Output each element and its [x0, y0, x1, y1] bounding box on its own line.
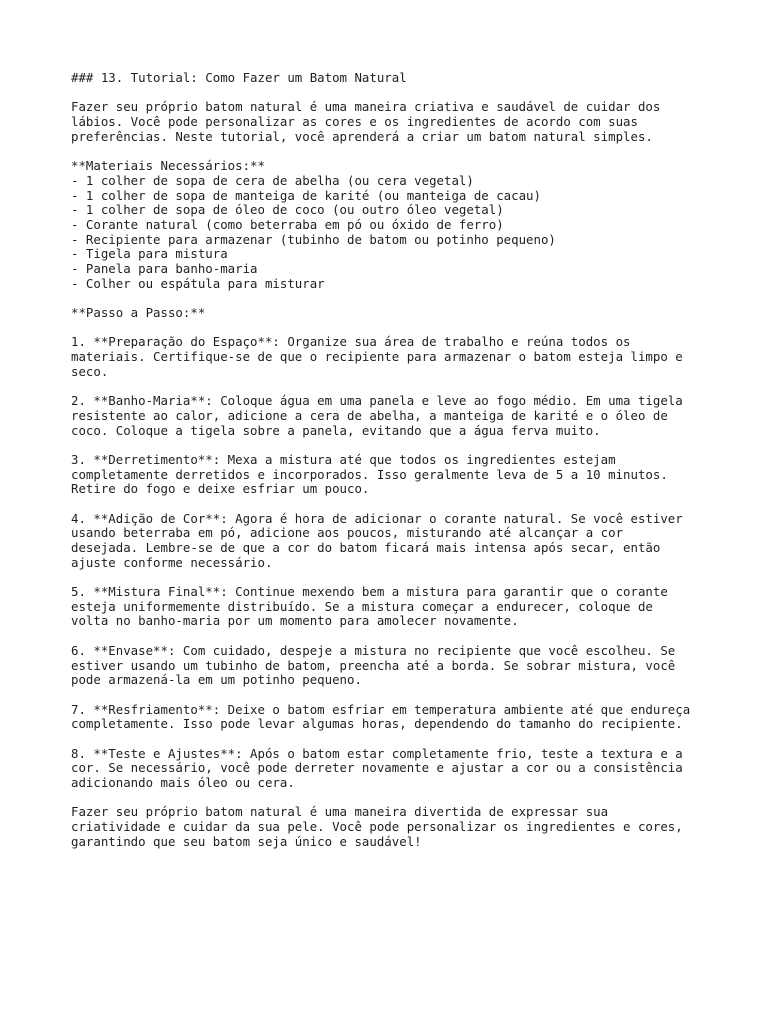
- step-line: 8. **Teste e Ajustes**: Após o batom estar completamente frio, teste a textura e a: [71, 745, 683, 761]
- paragraph-gap: [71, 791, 711, 806]
- paragraph-gap: [71, 321, 711, 336]
- materials-item: - 1 colher de sopa de manteiga de karité (ou manteiga de cacau): [71, 187, 541, 203]
- paragraph-gap: [71, 379, 711, 394]
- materials-item: - Colher ou espátula para misturar: [71, 275, 325, 291]
- step-5: [71, 585, 711, 629]
- paragraph-gap: [71, 732, 711, 747]
- step-line: 1. **Preparação do Espaço**: Organize sua área de trabalho e reúna todos os: [71, 334, 631, 350]
- steps-title: **Passo a Passo:**: [71, 305, 206, 320]
- closing-line: Fazer seu próprio batom natural é uma maneira divertida de expressar sua: [71, 804, 609, 820]
- materials-item: - Recipiente para armazenar (tubinho de batom ou potinho pequeno): [71, 231, 556, 247]
- materials-item: - 1 colher de sopa de óleo de coco (ou outro óleo vegetal): [71, 202, 504, 218]
- step-line: volta no banho-maria por um momento para amolecer novamente.: [71, 613, 519, 629]
- step-line: adicionando mais óleo ou cera.: [71, 775, 295, 790]
- step-8: [71, 747, 711, 791]
- step-line: 3. **Derretimento**: Mexa a mistura até que todos os ingredientes estejam: [71, 451, 616, 467]
- closing-line: criatividade e cuidar da sua pele. Você pode personalizar os ingredientes e cores,: [71, 819, 683, 835]
- step-line: materiais. Certifique-se de que o recipiente para armazenar o batom esteja limpo e: [71, 349, 683, 365]
- step-line: Retire do fogo e deixe esfriar um pouco.: [71, 481, 370, 497]
- step-line: coco. Coloque a tigela sobre a panela, evitando que a água ferva muito.: [71, 422, 601, 438]
- materials-item: - 1 colher de sopa de cera de abelha (ou cera vegetal): [71, 172, 474, 188]
- materials-list: [71, 174, 711, 292]
- step-line: esteja uniformemente distribuído. Se a mistura começar a endurecer, coloque de: [71, 598, 653, 614]
- step-2: [71, 394, 711, 438]
- step-3: [71, 453, 711, 497]
- step-line: 7. **Resfriamento**: Deixe o batom esfriar em temperatura ambiente até que endureça: [71, 701, 691, 717]
- intro-line: preferências. Neste tutorial, você aprenderá a criar um batom natural simples.: [71, 128, 653, 144]
- materials-title: **Materiais Necessários:**: [71, 158, 265, 174]
- paragraph-gap: [71, 497, 711, 512]
- step-1: [71, 335, 711, 379]
- step-line: completamente derretidos e incorporados. Isso geralmente leva de 5 a 10 minutos.: [71, 466, 668, 482]
- step-line: estiver usando um tubinho de batom, preencha até a borda. Se sobrar mistura, você: [71, 657, 676, 673]
- paragraph-gap: [71, 438, 711, 453]
- paragraph-gap: [71, 688, 711, 703]
- document-body: [71, 71, 711, 849]
- materials-item: - Panela para banho-maria: [71, 260, 258, 276]
- paragraph-gap: [71, 291, 711, 306]
- paragraph-gap: [71, 86, 711, 101]
- step-4: [71, 512, 711, 571]
- paragraph-gap: [71, 570, 711, 585]
- step-line: 4. **Adição de Cor**: Agora é hora de adicionar o corante natural. Se você estiver: [71, 510, 683, 526]
- closing-line: garantindo que seu batom seja único e saudável!: [71, 833, 422, 849]
- step-line: cor. Se necessário, você pode derreter novamente e ajustar a cor ou a consistência: [71, 760, 683, 776]
- intro-paragraph: [71, 100, 711, 144]
- materials-item: - Corante natural (como beterraba em pó ou óxido de ferro): [71, 216, 504, 232]
- intro-line: lábios. Você pode personalizar as cores e os ingredientes de acordo com suas: [71, 114, 638, 130]
- step-line: 6. **Envase**: Com cuidado, despeje a mistura no recipiente que você escolheu. Se: [71, 642, 676, 658]
- document-heading: ### 13. Tutorial: Como Fazer um Batom Natural: [71, 70, 407, 85]
- step-line: 5. **Mistura Final**: Continue mexendo bem a mistura para garantir que o corante: [71, 584, 668, 600]
- materials-item: - Tigela para mistura: [71, 246, 228, 262]
- step-line: completamente. Isso pode levar algumas horas, dependendo do tamanho do recipiente.: [71, 716, 683, 732]
- step-line: desejada. Lembre-se de que a cor do batom ficará mais intensa após secar, então: [71, 540, 661, 555]
- step-line: usando beterraba em pó, adicione aos poucos, misturando até alcançar a cor: [71, 525, 624, 541]
- step-7: [71, 703, 711, 732]
- step-line: resistente ao calor, adicione a cera de abelha, a manteiga de karité e o óleo de: [71, 407, 668, 423]
- closing-paragraph: [71, 805, 711, 849]
- paragraph-gap: [71, 629, 711, 644]
- step-line: 2. **Banho-Maria**: Coloque água em uma panela e leve ao fogo médio. Em uma tigela: [71, 393, 683, 409]
- step-line: pode armazená-la em um potinho pequeno.: [71, 672, 362, 688]
- step-line: ajuste conforme necessário.: [71, 554, 273, 570]
- step-6: [71, 644, 711, 688]
- intro-line: Fazer seu próprio batom natural é uma maneira criativa e saudável de cuidar dos: [71, 99, 661, 115]
- paragraph-gap: [71, 144, 711, 159]
- step-line: seco.: [71, 363, 109, 379]
